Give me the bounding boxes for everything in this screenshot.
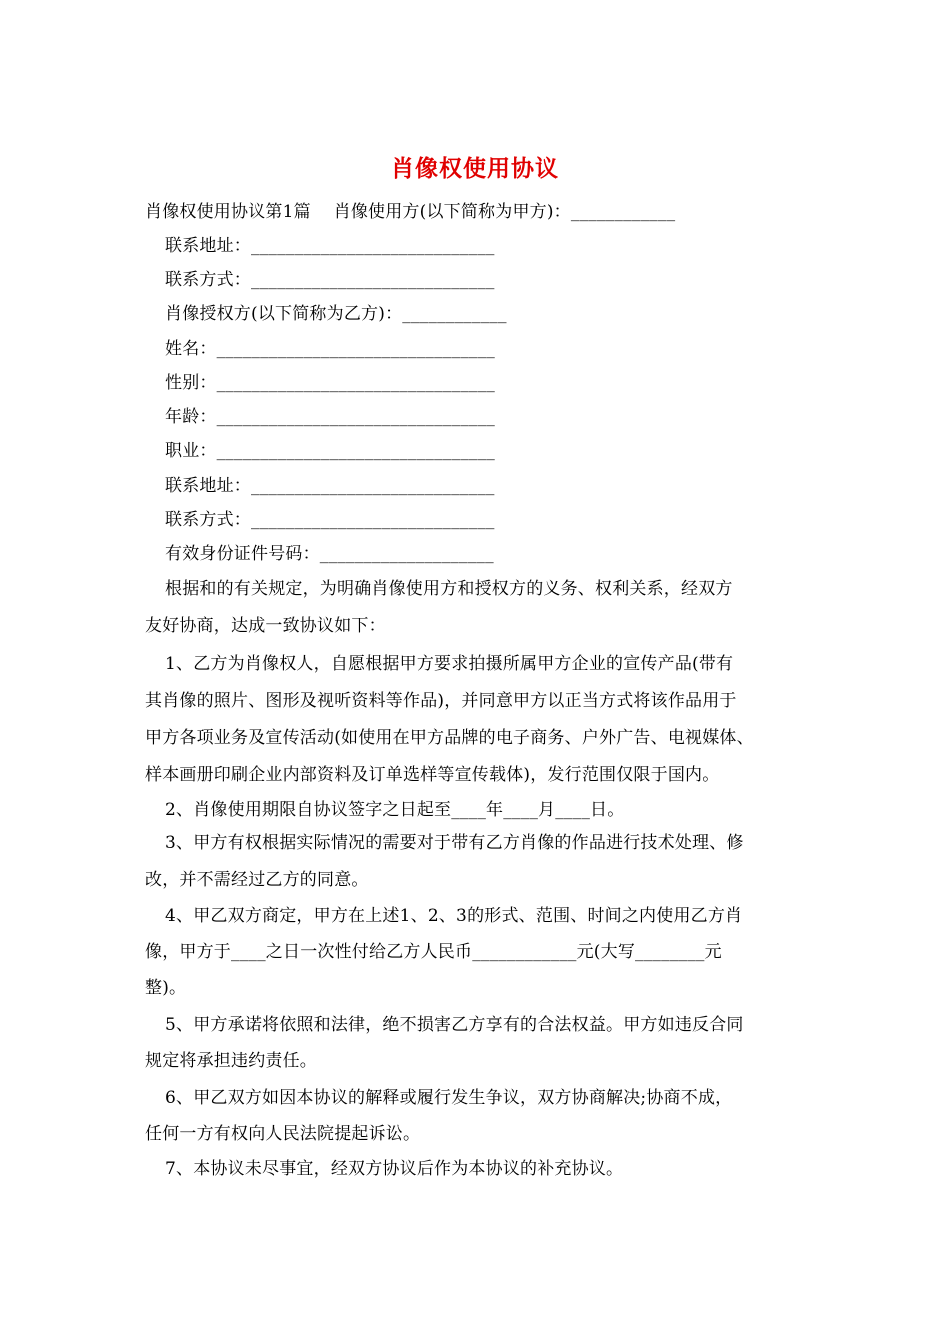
clause-1-line-4: 样本画册印刷企业内部资料及订单选样等宣传载体)，发行范围仅限于国内。: [145, 765, 720, 785]
party-b-id-number: 有效身份证件号码：____________________: [165, 544, 494, 564]
party-b-contact: 联系方式：____________________________: [165, 510, 495, 530]
document-title: 肖像权使用协议: [391, 155, 559, 182]
party-a-address: 联系地址：____________________________: [165, 236, 495, 256]
preamble-line-1: 根据和的有关规定，为明确肖像使用方和授权方的义务、权利关系，经双方: [165, 579, 733, 599]
party-b-name: 姓名：________________________________: [165, 339, 495, 359]
party-b-address: 联系地址：____________________________: [165, 476, 495, 496]
clause-5-line-2: 规定将承担违约责任。: [145, 1051, 317, 1071]
preamble-line-2: 友好协商，达成一致协议如下：: [145, 616, 386, 636]
clause-3-line-2: 改，并不需经过乙方的同意。: [145, 870, 369, 890]
clause-4-line-3: 整)。: [145, 978, 187, 998]
clause-6-line-2: 任何一方有权向人民法院提起诉讼。: [145, 1124, 421, 1144]
clause-1-line-2: 其肖像的照片、图形及视听资料等作品)，并同意甲方以正当方式将该作品用于: [145, 691, 737, 711]
clause-1-line-1: 1、乙方为肖像权人，自愿根据甲方要求拍摄所属甲方企业的宣传产品(带有: [165, 654, 734, 674]
clause-5-line-1: 5、甲方承诺将依照和法律，绝不损害乙方享有的合法权益。甲方如违反合同: [165, 1015, 744, 1035]
party-b-occupation: 职业：________________________________: [165, 441, 495, 461]
clause-3-line-1: 3、甲方有权根据实际情况的需要对于带有乙方肖像的作品进行技术处理、修: [165, 833, 744, 853]
intro-line: 肖像权使用协议第1篇 肖像使用方(以下简称为甲方)：____________: [145, 202, 676, 222]
clause-1-line-3: 甲方各项业务及宣传活动(如使用在甲方品牌的电子商务、户外广告、电视媒体、: [145, 728, 754, 748]
party-b-heading: 肖像授权方(以下简称为乙方)：____________: [165, 304, 507, 324]
party-b-gender: 性别：________________________________: [165, 373, 495, 393]
clause-4-line-1: 4、甲乙双方商定，甲方在上述1、2、3的形式、范围、时间之内使用乙方肖: [165, 906, 743, 926]
clause-2: 2、肖像使用期限自协议签字之日起至____年____月____日。: [165, 800, 625, 820]
clause-6-line-1: 6、甲乙双方如因本协议的解释或履行发生争议，双方协商解决;协商不成，: [165, 1088, 733, 1108]
party-b-age: 年龄：________________________________: [165, 407, 495, 427]
clause-4-line-2: 像，甲方于____之日一次性付给乙方人民币____________元(大写________元: [145, 942, 722, 962]
clause-7: 7、本协议未尽事宜，经双方协议后作为本协议的补充协议。: [165, 1159, 624, 1179]
party-a-contact: 联系方式：____________________________: [165, 270, 495, 290]
